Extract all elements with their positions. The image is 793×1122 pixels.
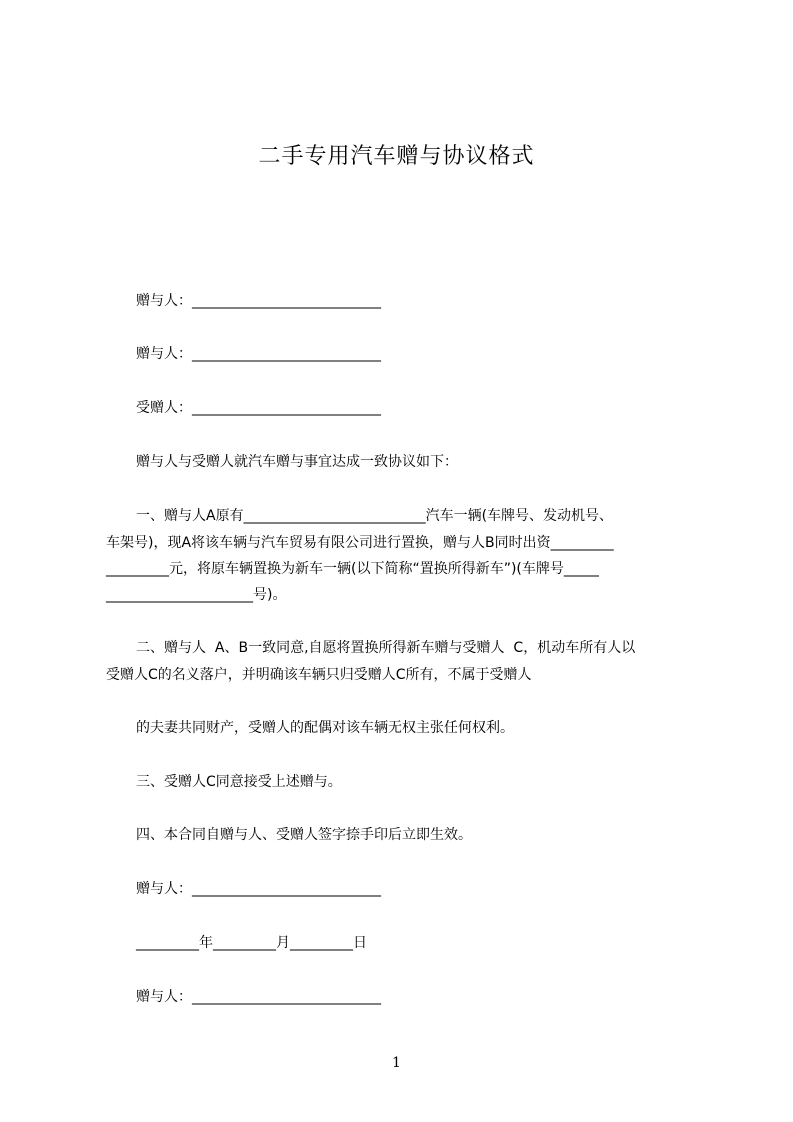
clause-1-line-2: 车架号)，现A将该车辆与汽车贸易有限公司进行置换，赠与人B同时出资_________ [106, 535, 614, 551]
clause-3: 三、受赠人C同意接受上述赠与。 [136, 774, 342, 790]
clause-2-line-2: 受赠人C的名义落户，并明确该车辆只归受赠人C所有，不属于受赠人 [106, 667, 532, 683]
clause-1-line-4: _____________________号)。 [106, 587, 287, 603]
intro-paragraph: 赠与人与受赠人就汽车赠与事宜达成一致协议如下： [136, 454, 458, 470]
clause-4: 四、本合同自赠与人、受赠人签字捺手印后立即生效。 [136, 827, 472, 843]
signature-date: _________年_________月_________日 [136, 935, 367, 951]
donor-line-1: 赠与人：___________________________ [136, 293, 381, 309]
signature-donor-b: 赠与人：___________________________ [136, 989, 381, 1005]
clause-1-line-3: _________元，将原车辆置换为新车一辆(以下简称“置换所得新车”)(车牌号_____ [106, 561, 599, 577]
clause-2-line-3: 的夫妻共同财产，受赠人的配偶对该车辆无权主张任何权利。 [136, 720, 514, 736]
document-title: 二手专用汽车赠与协议格式 [258, 144, 535, 169]
donor-line-2: 赠与人：___________________________ [136, 346, 381, 362]
clause-1-line-1: 一、赠与人A原有__________________________汽车一辆(车牌号、发动机号、 [136, 508, 614, 524]
page-number: 1 [392, 1055, 401, 1071]
signature-donor-a: 赠与人：___________________________ [136, 881, 381, 897]
recipient-line: 受赠人：___________________________ [136, 400, 381, 416]
clause-2-line-1: 二、赠与人 A、B一致同意,自愿将置换所得新车赠与受赠人 C，机动车所有人以 [136, 640, 636, 656]
